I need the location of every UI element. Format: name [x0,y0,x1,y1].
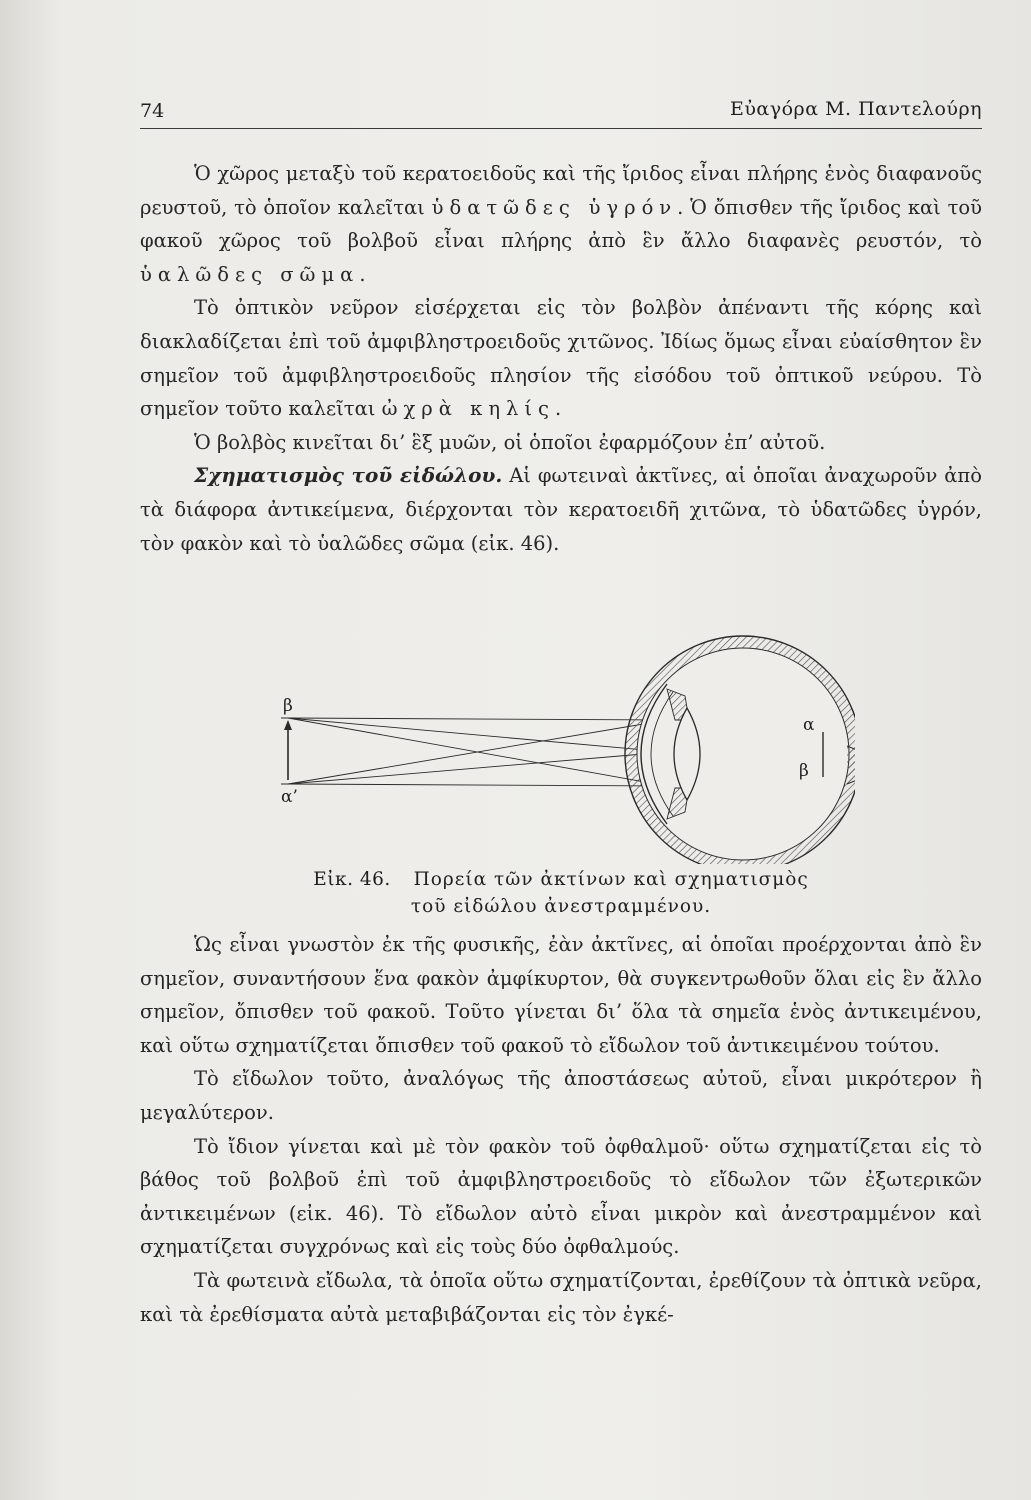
term-spaced: ὑδατῶδες ὑγρόν [431,195,678,219]
label-image-top: α [803,715,815,735]
running-head: Εὐαγόρα Μ. Παντελούρη [729,98,982,120]
page-header [140,96,982,129]
text-run: . [554,397,562,421]
body-text-bottom [140,928,982,1331]
optic-nerve [847,746,855,784]
label-object-bottom: α’ [281,787,298,807]
text-run: Ὁ χῶρος μεταξὺ τοῦ κερατοειδοῦς καὶ τῆς ἴριδος εἶναι πλήρης ἑνὸς διαφανοῦς ρευστοῦ, τὸ ὁποῖον καλεῖται [140,162,982,219]
paragraph [140,157,982,291]
text-run: . Ὁ ὄπισθεν τῆς ἴριδος καὶ τοῦ φακοῦ χῶρος τοῦ βολβοῦ εἶναι πλήρης ἀπὸ ἓν ἄλλο διαφανὲς ρευστόν, τὸ [140,195,982,253]
eye-diagram-figure [275,634,855,864]
text-run: Ὁ βολβὸς κινεῖται δι’ ἓξ μυῶν, οἱ ὁποῖοι ἐφαρμόζουν ἐπ’ αὐτοῦ. [194,430,826,454]
text-run: Τὰ φωτεινὰ εἴδωλα, τὰ ὁποῖα οὕτω σχηματίζονται, ἐρεθίζουν τὰ ὀπτικὰ νεῦρα, καὶ τὰ ἐρεθίσματα αὐτὰ μεταβιβάζονται εἰς τὸν ἐγκέ- [140,1268,982,1326]
body-text-top [140,157,982,560]
section-heading: Σχηματισμὸς τοῦ εἰδώλου. [194,463,503,488]
object-arrow-head [284,720,292,730]
term-spaced: ὑαλῶδες σῶμα [140,262,360,286]
text-run: Ὡς εἶναι γνωστὸν ἐκ τῆς φυσικῆς, ἐὰν ἀκτῖνες, αἱ ὁποῖαι προέρχονται ἀπὸ ἓν σημεῖον, συναντήσουν ἕνα φακὸν ἀμφίκυρτον, θὰ συγκεντρωθοῦν ὅλαι εἰς ἓν ἄλλο σημεῖον, ὄπισθεν τοῦ φακοῦ. Τοῦτο γίνεται δι’ ὅλα τὰ σημεῖα ἑνὸς ἀντικειμένου, καὶ οὕτω σχηματίζεται ὄπισθεν τοῦ φακοῦ τὸ εἴδωλον τοῦ ἀντικειμένου τούτου. [140,933,982,1057]
paragraph [140,426,982,460]
paragraph [140,1264,982,1331]
caption-line-1: Πορεία τῶν ἀκτίνων καὶ σχηματισμὸς [413,869,809,890]
caption-line-2: τοῦ εἰδώλου ἀνεστραμμένου. [410,896,712,917]
term-spaced: ὠχρὰ κηλίς [381,397,555,421]
text-run: Τὸ ὀπτικὸν νεῦρον εἰσέρχεται εἰς τὸν βολβὸν ἀπέναντι τῆς κόρης καὶ διακλαδίζεται ἐπὶ τοῦ ἀμφιβληστροειδοῦς χιτῶνος. Ἰδίως ὅμως εἶναι εὐαίσθητον ἓν σημεῖον τοῦ ἀμφιβληστροειδοῦς πλησίον τῆς εἰσόδου τοῦ ὀπτικοῦ νεύρου. Τὸ σημεῖον τοῦτο καλεῖται [140,296,982,421]
paragraph [140,459,982,560]
page-number: 74 [140,100,165,122]
figure-caption [140,866,982,920]
paragraph [140,928,982,1062]
text-run: Τὸ εἴδωλον τοῦτο, ἀναλόγως τῆς ἀποστάσεως αὐτοῦ, εἶναι μικρότερον ἢ μεγαλύτερον. [140,1067,982,1124]
label-image-bottom: β [799,761,809,781]
text-run: Αἱ φωτειναὶ ἀκτῖνες, αἱ ὁποῖαι ἀναχωροῦν ἀπὸ τὰ διάφορα ἀντικείμενα, διέρχονται τὸν κερατοειδῆ χιτῶνα, τὸ ὑδατῶδες ὑγρόν, τὸν φακὸν καὶ τὸ ὑαλῶδες σῶμα (εἰκ. 46). [140,464,982,555]
paragraph [140,1130,982,1264]
eye-ray-diagram [275,634,855,864]
text-run: . [359,262,366,286]
caption-label: Εἰκ. 46. [313,869,391,890]
eyeball-inner [637,648,849,860]
paragraph [140,291,982,425]
label-object-top: β [283,696,293,716]
paragraph [140,1062,982,1129]
text-run: Τὸ ἴδιον γίνεται καὶ μὲ τὸν φακὸν τοῦ ὀφθαλμοῦ· οὕτω σχηματίζεται εἰς τὸ βάθος τοῦ βολβοῦ ἐπὶ τοῦ ἀμφιβληστροειδοῦς τὸ εἴδωλον τῶν ἐξωτερικῶν ἀντικειμένων (εἰκ. 46). Τὸ εἴδωλον αὐτὸ εἶναι μικρὸν καὶ ἀνεστραμμένον καὶ σχηματίζεται συγχρόνως καὶ εἰς τοὺς δύο ὀφθαλμούς. [140,1134,982,1259]
